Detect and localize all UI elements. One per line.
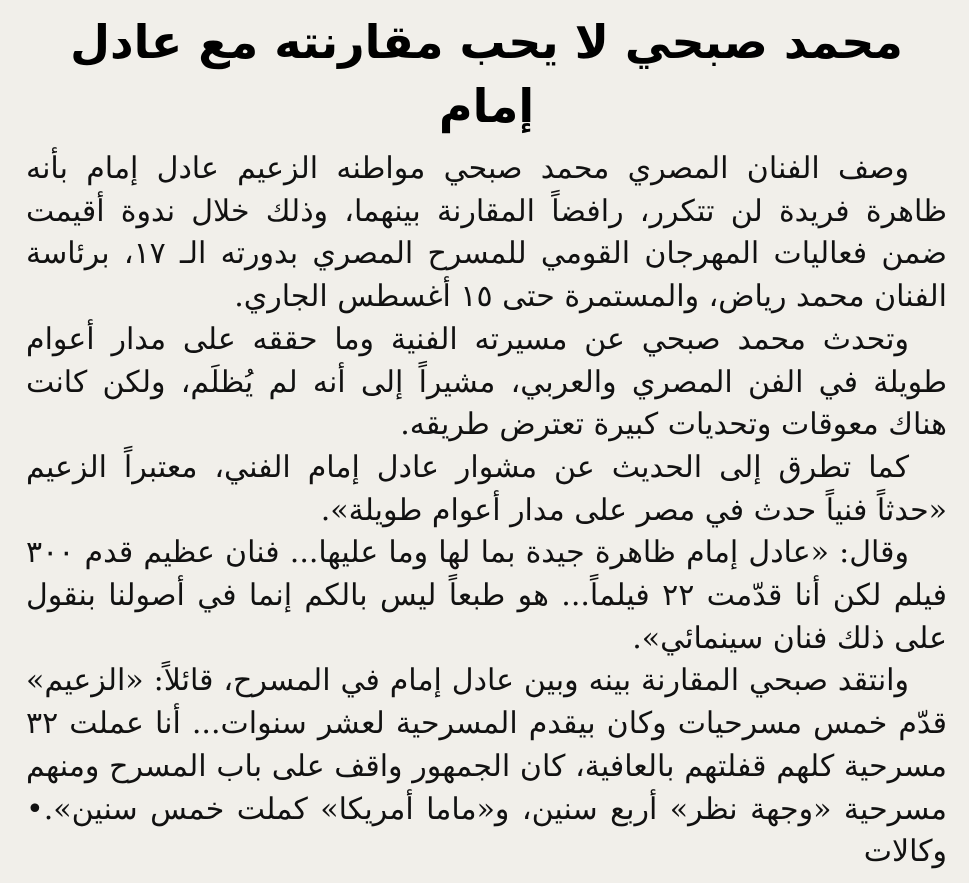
article-headline: محمد صبحي لا يحب مقارنته مع عادل إمام [70,15,903,133]
article-paragraph-2: وتحدث محمد صبحي عن مسيرته الفنية وما حققه على مدار أعوام طويلة في الفن المصري والعربي، مشيراً إلى أنه لم يُظلَم، ولكن كانت هناك معوقات وتحديات كبيرة تعترض طريقه. [26,321,947,443]
article-paragraph-3: كما تطرق إلى الحديث عن مشوار عادل إمام الفني، معتبراً الزعيم «حدثاً فنياً حدث في مصر على مدار أعوام طويلة». [26,449,947,528]
article-body [26,148,947,874]
article-paragraph-1: وصف الفنان المصري محمد صبحي مواطنه الزعيم عادل إمام بأنه ظاهرة فريدة لن تتكرر، رافضاً المقارنة بينهما، وذلك خلال ندوة أقيمت ضمن فعاليات المهرجان القومي للمسرح المصري بدورته الـ ١٧، برئاسة الفنان محمد رياض، والمستمرة حتى ١٥ أغسطس الجاري. [26,151,947,315]
article-paragraph-4: وقال: «عادل إمام ظاهرة جيدة بما لها وما عليها... فنان عظيم قدم ٣٠٠ فيلم لكن أنا قدّمت ٢٢ فيلماً... هو طبعاً ليس بالكم إنما في أصولنا بنقول على ذلك فنان سينمائي». [26,535,947,656]
article-paragraph-5: وانتقد صبحي المقارنة بينه وبين عادل إمام في المسرح، قائلاً: «الزعيم» قدّم خمس مسرحيات وكان بيقدم المسرحية لعشر سنوات... أنا عملت ٣٢ مسرحية كلهم قفلتهم بالعافية، كان الجمهور واقف على باب المسرح ومنهم مسرحية «وجهة نظر» أربع سنين، و«ماما أمريكا» كملت خمس سنين».• وكالات [26,663,947,870]
